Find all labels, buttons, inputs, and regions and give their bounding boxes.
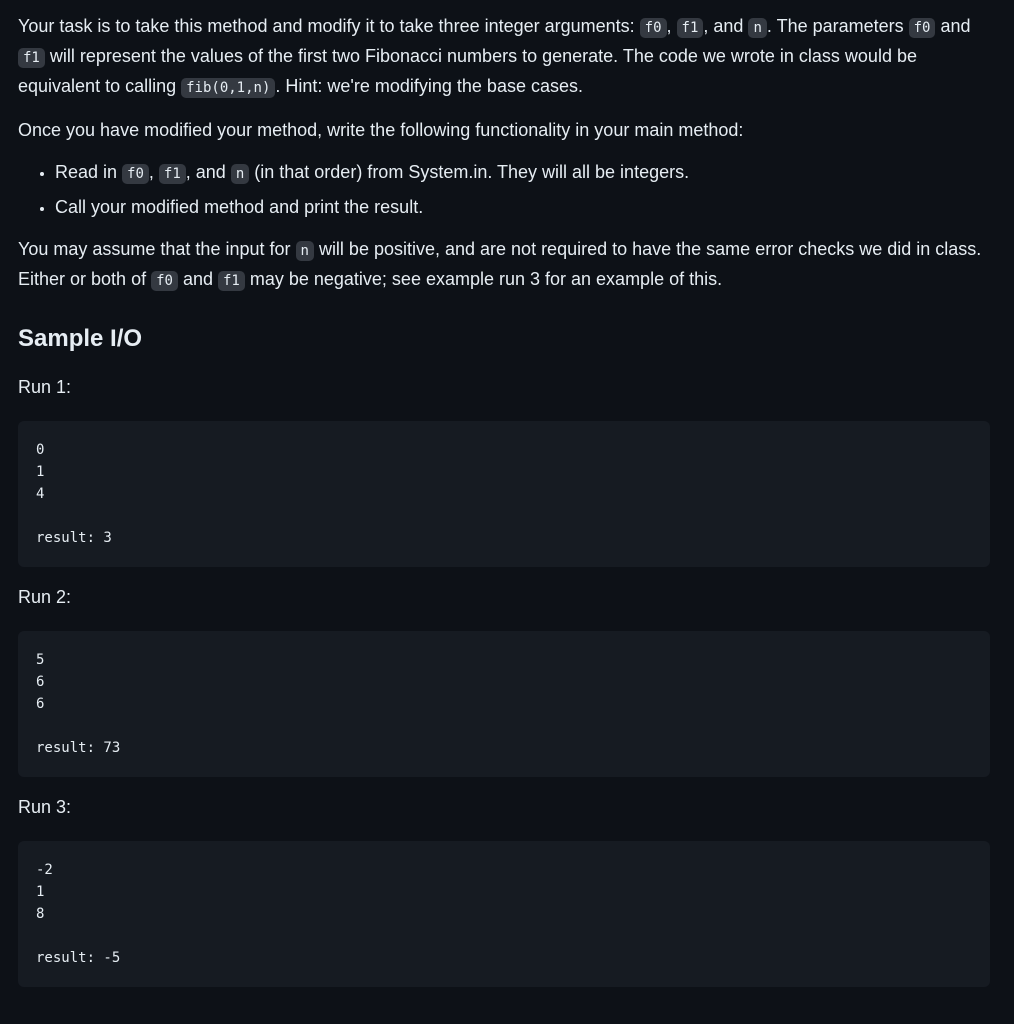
input-line: 1 <box>36 464 45 480</box>
intro-paragraph-3: You may assume that the input for n will be positive, and are not required to have the same error checks we did in class. Either or both of f0 and f1 may be negative; see example run 3 for an example of this. <box>18 239 982 289</box>
input-line: 1 <box>36 884 45 900</box>
inline-code-f1: f1 <box>218 271 245 291</box>
input-line: 6 <box>36 674 45 690</box>
instructions-list <box>18 158 990 221</box>
inline-code-f1: f1 <box>159 164 186 184</box>
input-line: -2 <box>36 862 53 878</box>
result-line: result: -5 <box>36 950 121 966</box>
inline-code-fib-call: fib(0,1,n) <box>181 78 275 98</box>
inline-code-n: n <box>231 164 249 184</box>
input-line: 5 <box>36 652 45 668</box>
result-line: result: 3 <box>36 530 112 546</box>
run-3-code-block <box>18 841 990 987</box>
run-1-label: Run 1: <box>18 377 72 397</box>
input-line: 6 <box>36 696 45 712</box>
intro-paragraph-2: Once you have modified your method, write the following functionality in your main method: <box>18 120 744 140</box>
run-1-code-block <box>18 421 990 567</box>
list-item: • Call your modified method and print the result. <box>55 193 990 221</box>
inline-code-n: n <box>296 241 314 261</box>
inline-code-f1: f1 <box>677 18 704 38</box>
run-2-label: Run 2: <box>18 587 72 607</box>
inline-code-f0: f0 <box>909 18 936 38</box>
sample-io-heading: Sample I/O <box>18 325 143 352</box>
inline-code-f0: f0 <box>640 18 667 38</box>
input-line: 4 <box>36 486 45 502</box>
inline-code-f1: f1 <box>18 48 45 68</box>
run-2-code-block <box>18 631 990 777</box>
inline-code-f0: f0 <box>151 271 178 291</box>
input-line: 8 <box>36 906 45 922</box>
input-line: 0 <box>36 442 45 458</box>
intro-paragraph-1: Your task is to take this method and modify it to take three integer arguments: f0 , f1 , and n . The parameters f0 and f1 will represent the values of the first two Fibonacci numbers to generate. The code we wrote in class would be equivalent to calling fib(0,1,n) . Hint: we're modifying the base cases. <box>18 16 971 96</box>
inline-code-n: n <box>748 18 766 38</box>
list-item: • Read in f0 , f1 , and n (in that order) from System.in. They will all be integers. <box>55 158 990 188</box>
inline-code-f0: f0 <box>122 164 149 184</box>
result-line: result: 73 <box>36 740 121 756</box>
run-3-label: Run 3: <box>18 797 72 817</box>
